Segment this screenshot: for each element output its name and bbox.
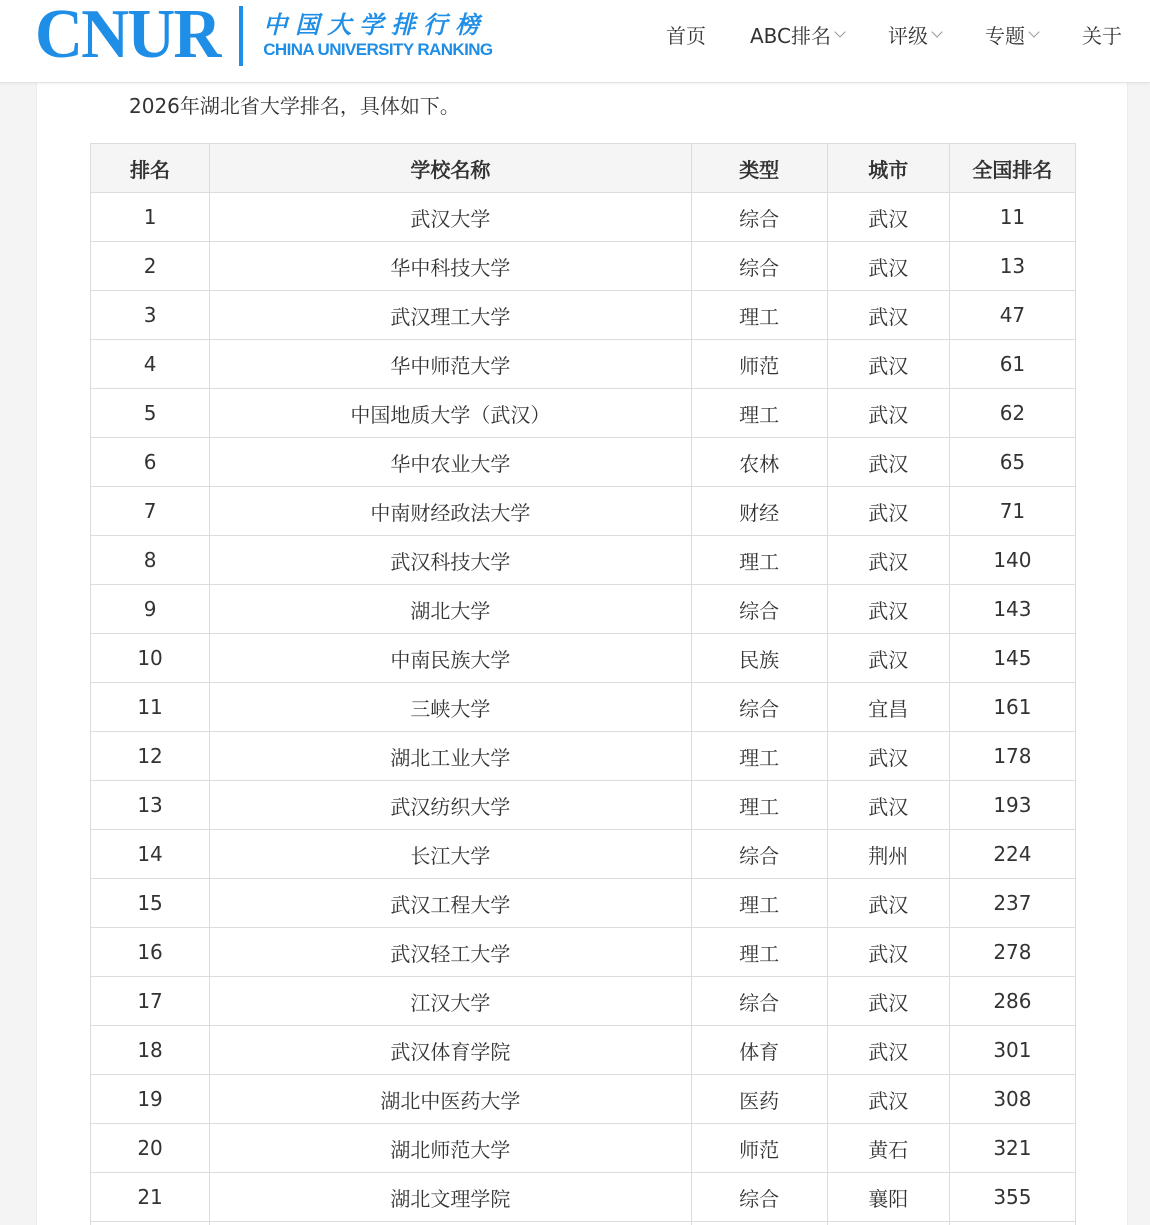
- col-school-name-cell: 武汉理工大学: [210, 291, 691, 340]
- table-row: [91, 683, 1076, 732]
- col-rank-cell: 8: [91, 536, 210, 585]
- col-rank-cell: 4: [91, 340, 210, 389]
- table-row: [91, 536, 1076, 585]
- table-row: [91, 1075, 1076, 1124]
- col-school-name-cell: 中国地质大学（武汉）: [210, 389, 691, 438]
- chevron-down-icon: [1028, 26, 1039, 37]
- table-header-row: [91, 144, 1076, 193]
- col-national-rank-cell: 13: [949, 242, 1075, 291]
- logo-mark: CNUR: [35, 0, 220, 73]
- col-type-cell: 农林: [691, 438, 827, 487]
- logo-divider: [239, 6, 243, 66]
- col-national-rank-cell: 237: [949, 879, 1075, 928]
- col-school-name-header: 学校名称: [210, 144, 691, 193]
- col-type-cell: 综合: [691, 242, 827, 291]
- col-rank-cell: 21: [91, 1173, 210, 1222]
- col-national-rank-cell: 278: [949, 928, 1075, 977]
- col-type-cell: 师范: [691, 1124, 827, 1173]
- col-national-rank-cell: 71: [949, 487, 1075, 536]
- col-city-header: 城市: [827, 144, 949, 193]
- col-rank-cell: 17: [91, 977, 210, 1026]
- col-rank-cell: 9: [91, 585, 210, 634]
- chevron-down-icon: [834, 26, 845, 37]
- nav-item-label: 首页: [665, 24, 706, 48]
- col-rank-cell: 1: [91, 193, 210, 242]
- nav-rating[interactable]: [888, 20, 941, 49]
- col-school-name-cell: 华中科技大学: [210, 242, 691, 291]
- col-type-cell: 综合: [691, 585, 827, 634]
- col-city-cell: [827, 1222, 949, 1225]
- logo-chinese-name: 中国大学排行榜: [263, 10, 488, 39]
- col-city-cell: 荆州: [827, 830, 949, 879]
- col-type-cell: 综合: [691, 977, 827, 1026]
- col-type-cell: 综合: [691, 1173, 827, 1222]
- col-rank-cell: 16: [91, 928, 210, 977]
- col-type-cell: 理工: [691, 732, 827, 781]
- col-school-name-cell: 华中师范大学: [210, 340, 691, 389]
- col-type-cell: [691, 1222, 827, 1225]
- col-type-cell: 理工: [691, 389, 827, 438]
- col-rank-cell: 19: [91, 1075, 210, 1124]
- col-national-rank-cell: 355: [949, 1173, 1075, 1222]
- col-type-cell: 民族: [691, 634, 827, 683]
- col-rank-cell: 15: [91, 879, 210, 928]
- col-type-cell: 理工: [691, 291, 827, 340]
- col-national-rank-cell: 321: [949, 1124, 1075, 1173]
- col-city-cell: 武汉: [827, 585, 949, 634]
- col-type-cell: 理工: [691, 879, 827, 928]
- col-city-cell: 武汉: [827, 781, 949, 830]
- col-type-header: 类型: [691, 144, 827, 193]
- col-city-cell: 黄石: [827, 1124, 949, 1173]
- col-city-cell: 武汉: [827, 487, 949, 536]
- col-city-cell: 武汉: [827, 1075, 949, 1124]
- col-national-rank-cell: 308: [949, 1075, 1075, 1124]
- table-row: [91, 732, 1076, 781]
- nav-item-label: ABC排名: [749, 24, 831, 48]
- site-logo[interactable]: [35, 0, 493, 73]
- table-body: [91, 193, 1076, 1225]
- main-nav: [666, 20, 1122, 49]
- col-type-cell: 综合: [691, 193, 827, 242]
- col-rank-header: 排名: [91, 144, 210, 193]
- col-city-cell: 武汉: [827, 242, 949, 291]
- col-school-name-cell: 湖北中医药大学: [210, 1075, 691, 1124]
- col-national-rank-cell: 161: [949, 683, 1075, 732]
- col-city-cell: 武汉: [827, 1026, 949, 1075]
- col-national-rank-cell: 143: [949, 585, 1075, 634]
- table-row: [91, 585, 1076, 634]
- col-national-rank-header: 全国排名: [949, 144, 1075, 193]
- col-type-cell: 医药: [691, 1075, 827, 1124]
- table-row: [91, 1124, 1076, 1173]
- col-rank-cell: 3: [91, 291, 210, 340]
- table-row: [91, 242, 1076, 291]
- col-school-name-cell: 湖北大学: [210, 585, 691, 634]
- col-rank-cell: 14: [91, 830, 210, 879]
- col-type-cell: 财经: [691, 487, 827, 536]
- table-row: [91, 291, 1076, 340]
- col-rank-cell: 5: [91, 389, 210, 438]
- main-content: [36, 83, 1128, 1225]
- col-city-cell: 宜昌: [827, 683, 949, 732]
- col-city-cell: 武汉: [827, 536, 949, 585]
- table-row: [91, 1026, 1076, 1075]
- table-row: [91, 928, 1076, 977]
- table-row: [91, 340, 1076, 389]
- col-national-rank-cell: 62: [949, 389, 1075, 438]
- col-national-rank-cell: 224: [949, 830, 1075, 879]
- col-rank-cell: 18: [91, 1026, 210, 1075]
- table-row: [91, 1222, 1076, 1225]
- col-national-rank-cell: 65: [949, 438, 1075, 487]
- nav-abc-ranking[interactable]: [750, 20, 844, 49]
- col-city-cell: 武汉: [827, 291, 949, 340]
- col-rank-cell: [91, 1222, 210, 1225]
- col-school-name-cell: 长江大学: [210, 830, 691, 879]
- col-rank-cell: 7: [91, 487, 210, 536]
- site-header: [0, 0, 1150, 83]
- col-rank-cell: 6: [91, 438, 210, 487]
- col-school-name-cell: 中南财经政法大学: [210, 487, 691, 536]
- table-row: [91, 781, 1076, 830]
- col-school-name-cell: 中南民族大学: [210, 634, 691, 683]
- col-type-cell: 综合: [691, 683, 827, 732]
- col-city-cell: 武汉: [827, 732, 949, 781]
- ranking-table: [90, 143, 1076, 1225]
- table-row: [91, 879, 1076, 928]
- col-national-rank-cell: 145: [949, 634, 1075, 683]
- col-school-name-cell: 湖北师范大学: [210, 1124, 691, 1173]
- col-city-cell: 武汉: [827, 340, 949, 389]
- col-rank-cell: 12: [91, 732, 210, 781]
- nav-topics[interactable]: [985, 20, 1038, 49]
- table-row: [91, 977, 1076, 1026]
- col-type-cell: 综合: [691, 830, 827, 879]
- col-rank-cell: 10: [91, 634, 210, 683]
- nav-item-label: 专题: [985, 24, 1025, 48]
- col-type-cell: 理工: [691, 536, 827, 585]
- col-rank-cell: 11: [91, 683, 210, 732]
- nav-item-label: 评级: [888, 24, 928, 48]
- col-city-cell: 武汉: [827, 389, 949, 438]
- col-rank-cell: 13: [91, 781, 210, 830]
- nav-home[interactable]: [666, 20, 706, 49]
- col-city-cell: 武汉: [827, 438, 949, 487]
- col-city-cell: 武汉: [827, 928, 949, 977]
- col-school-name-cell: 湖北文理学院: [210, 1173, 691, 1222]
- col-type-cell: 理工: [691, 781, 827, 830]
- col-school-name-cell: 武汉轻工大学: [210, 928, 691, 977]
- col-school-name-cell: 三峡大学: [210, 683, 691, 732]
- col-city-cell: 武汉: [827, 879, 949, 928]
- nav-item-label: 关于: [1082, 24, 1122, 48]
- table-row: [91, 634, 1076, 683]
- col-national-rank-cell: 286: [949, 977, 1075, 1026]
- col-type-cell: 师范: [691, 340, 827, 389]
- col-type-cell: 理工: [691, 928, 827, 977]
- col-school-name-cell: 江汉大学: [210, 977, 691, 1026]
- col-national-rank-cell: 140: [949, 536, 1075, 585]
- col-national-rank-cell: 61: [949, 340, 1075, 389]
- table-row: [91, 438, 1076, 487]
- chevron-down-icon: [931, 26, 942, 37]
- col-national-rank-cell: 11: [949, 193, 1075, 242]
- col-rank-cell: 20: [91, 1124, 210, 1173]
- col-school-name-cell: 武汉科技大学: [210, 536, 691, 585]
- col-type-cell: 体育: [691, 1026, 827, 1075]
- col-national-rank-cell: 178: [949, 732, 1075, 781]
- logo-english-name: CHINA UNIVERSITY RANKING: [263, 40, 493, 59]
- col-school-name-cell: 武汉工程大学: [210, 879, 691, 928]
- col-school-name-cell: [210, 1222, 691, 1225]
- col-rank-cell: 2: [91, 242, 210, 291]
- table-row: [91, 830, 1076, 879]
- col-school-name-cell: 武汉纺织大学: [210, 781, 691, 830]
- col-city-cell: 武汉: [827, 193, 949, 242]
- col-national-rank-cell: 301: [949, 1026, 1075, 1075]
- col-school-name-cell: 湖北工业大学: [210, 732, 691, 781]
- nav-about[interactable]: [1082, 20, 1122, 49]
- col-national-rank-cell: 193: [949, 781, 1075, 830]
- col-national-rank-cell: 47: [949, 291, 1075, 340]
- col-city-cell: 襄阳: [827, 1173, 949, 1222]
- col-school-name-cell: 武汉体育学院: [210, 1026, 691, 1075]
- col-national-rank-cell: [949, 1222, 1075, 1225]
- logo-text: [263, 10, 492, 60]
- col-city-cell: 武汉: [827, 634, 949, 683]
- table-row: [91, 487, 1076, 536]
- table-row: [91, 193, 1076, 242]
- intro-text: 2026年湖北省大学排名，具体如下。: [129, 94, 460, 118]
- table-row: [91, 1173, 1076, 1222]
- col-school-name-cell: 华中农业大学: [210, 438, 691, 487]
- col-city-cell: 武汉: [827, 977, 949, 1026]
- table-row: [91, 389, 1076, 438]
- col-school-name-cell: 武汉大学: [210, 193, 691, 242]
